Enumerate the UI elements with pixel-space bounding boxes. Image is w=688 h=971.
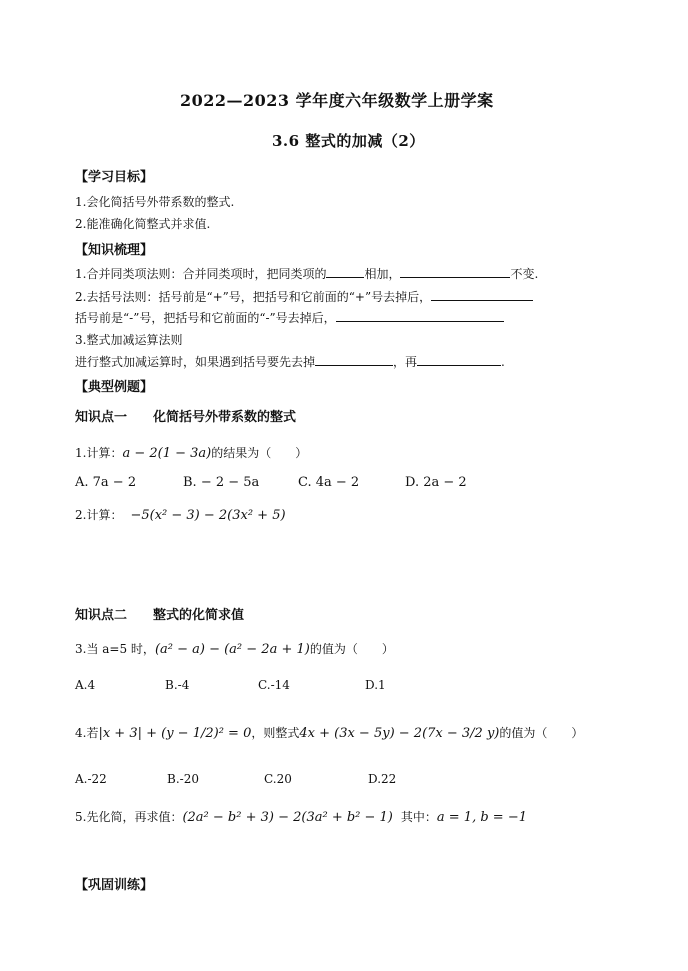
question-text: 5.先化简，再求值： (75, 810, 183, 824)
question-text: 1.计算： (75, 446, 123, 460)
math-expression: a = 1, b = −1 (436, 810, 527, 825)
rule-heading: 3.整式加减运算法则 (75, 333, 183, 347)
option-c: C. 4a − 2 (298, 475, 360, 490)
math-expression: a − 2(1 − 3a) (122, 446, 212, 461)
option-b: B. − 2 − 5a (183, 475, 260, 490)
option-d: D.22 (368, 772, 397, 786)
math-expression: −5(x² − 3) − 2(3x² + 5) (130, 508, 286, 523)
rule-text: 2.去括号法则：括号前是“+”号，把括号和它前面的“+”号去掉后， (75, 290, 432, 304)
option-d: D.1 (365, 678, 386, 692)
rule-remove-brackets-plus (75, 288, 533, 305)
goal-item: 2.能准确化简整式并求值. (75, 217, 211, 231)
practice-heading: 【巩固训练】 (75, 878, 154, 893)
option-a: A.-22 (75, 772, 107, 786)
rule-text: 括号前是“-”号，把括号和它前面的“-”号去掉后， (75, 311, 336, 325)
question-text: 4.若 (75, 726, 99, 740)
answer-blank (400, 266, 510, 278)
option-b: B.-20 (167, 772, 199, 786)
option-a: A. 7a − 2 (75, 475, 137, 490)
goals-heading: 【学习目标】 (75, 170, 154, 185)
examples-heading: 【典型例题】 (75, 380, 154, 395)
answer-blank (315, 354, 393, 366)
option-c: C.-14 (258, 678, 290, 692)
rule-text: 相加， (364, 267, 401, 281)
answer-blank (431, 289, 533, 301)
lesson-title: 3.6 整式的加减（2） (272, 132, 425, 150)
answer-blank (336, 310, 504, 322)
option-d: D. 2a − 2 (405, 475, 467, 490)
question-1 (75, 444, 307, 461)
question-text: 的值为（ ） (309, 642, 394, 656)
knowledge-point-2: 知识点二 整式的化简求值 (75, 608, 245, 623)
math-expression: (2a² − b² + 3) − 2(3a² + b² − 1) (182, 810, 393, 825)
rule-text: . (501, 355, 505, 369)
question-text: 的值为（ ） (499, 726, 584, 740)
option-b: B.-4 (165, 678, 190, 692)
question-5 (75, 808, 527, 825)
rule-add-subtract (75, 353, 505, 370)
option-a: A.4 (75, 678, 96, 692)
rule-text: 进行整式加减运算时，如果遇到括号要先去掉 (75, 355, 316, 369)
goal-item: 1.会化简括号外带系数的整式. (75, 195, 235, 209)
question-text: 3.当 a=5 时， (75, 642, 155, 656)
question-text: ，则整式 (251, 726, 300, 740)
knowledge-heading: 【知识梳理】 (75, 243, 154, 258)
question-text: 其中： (400, 810, 437, 824)
math-expression: 4x + (3x − 5y) − 2(7x − 3/2 y) (299, 726, 500, 741)
question-4 (75, 724, 583, 741)
math-expression: |x + 3| + (y − 1/2)² = 0 (98, 726, 252, 741)
rule-text: ，再 (393, 355, 418, 369)
option-c: C.20 (264, 772, 292, 786)
math-expression: (a² − a) − (a² − 2a + 1) (154, 642, 310, 657)
question-text: 的结果为（ ） (211, 446, 308, 460)
question-text: 2.计算： (75, 508, 123, 522)
knowledge-point-1: 知识点一 化简括号外带系数的整式 (75, 410, 297, 425)
rule-remove-brackets-minus (75, 309, 504, 326)
answer-blank (417, 354, 501, 366)
answer-blank (326, 266, 364, 278)
question-2 (75, 506, 286, 523)
question-3 (75, 640, 394, 657)
rule-text: 不变. (510, 267, 539, 281)
rule-text: 1.合并同类项法则：合并同类项时，把同类项的 (75, 267, 327, 281)
page-title: 2022—2023 学年度六年级数学上册学案 (180, 91, 494, 110)
rule-combine-like-terms (75, 265, 538, 282)
